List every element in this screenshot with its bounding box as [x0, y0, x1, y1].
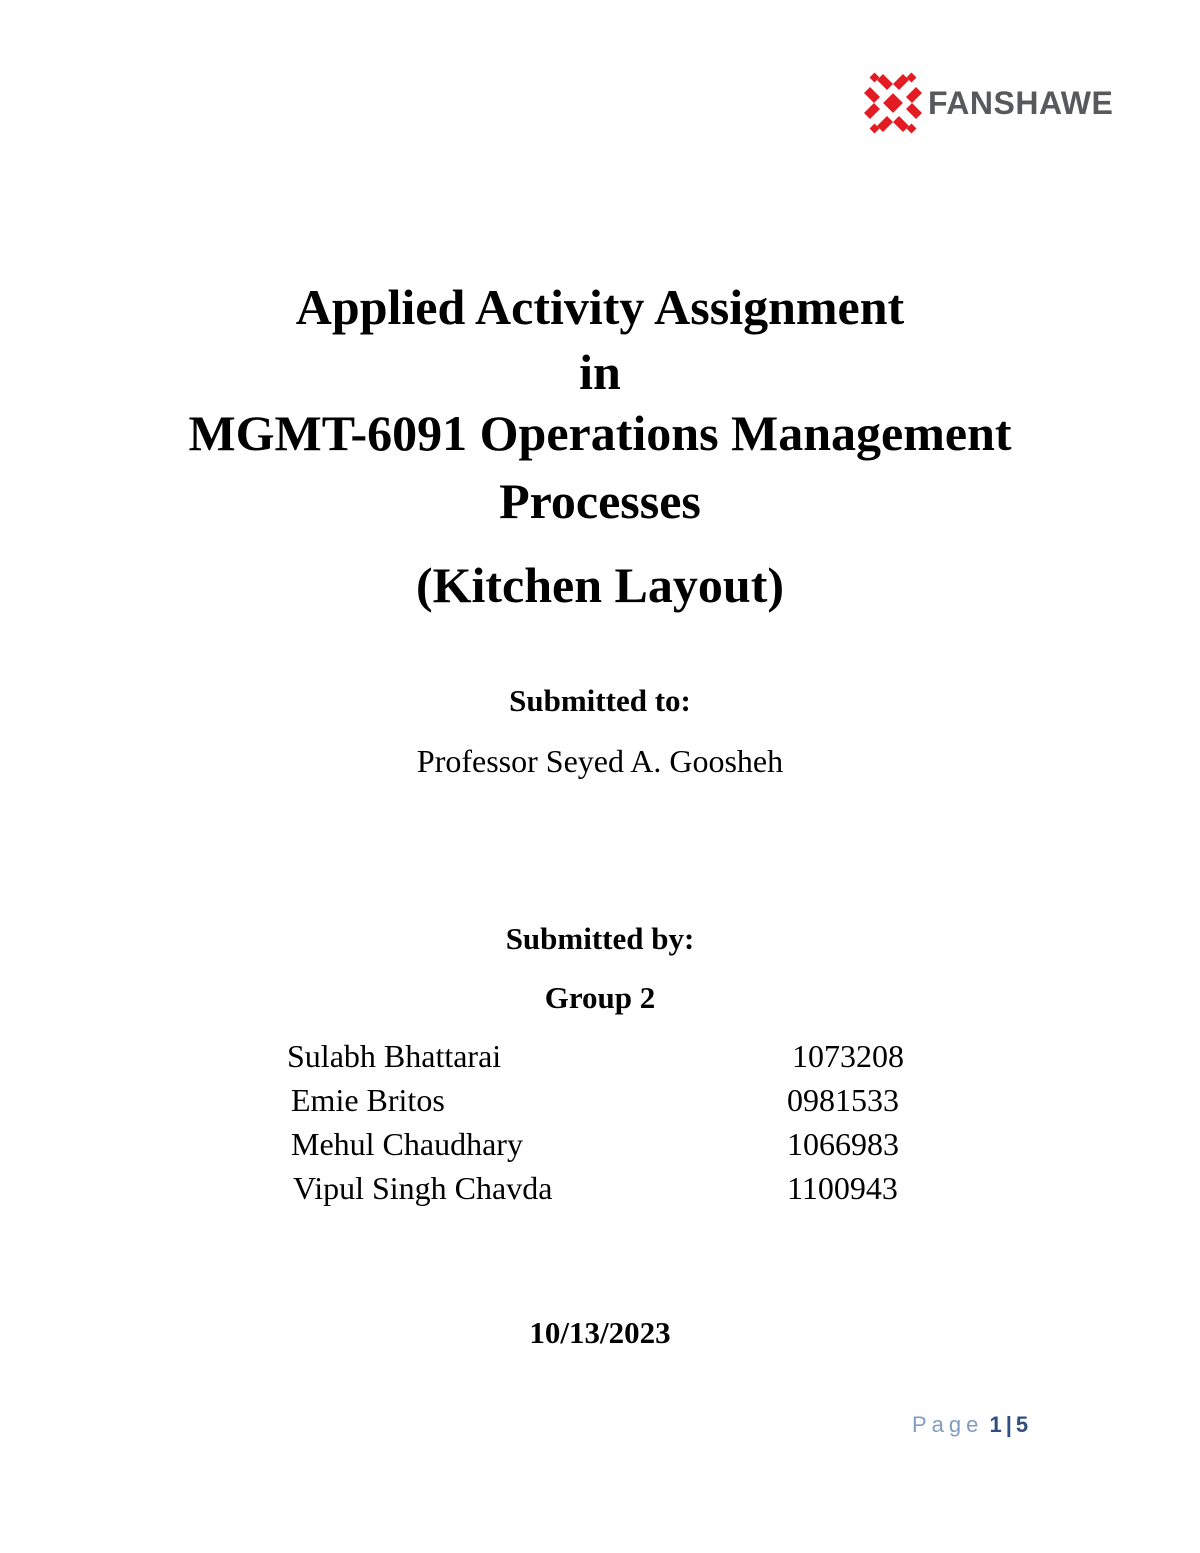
title-line-3: MGMT-6091 Operations Management [188, 405, 1012, 461]
submission-date: 10/13/2023 [529, 1315, 671, 1350]
page-separator: | [1005, 1412, 1012, 1437]
member-name: Sulabh Bhattarai [287, 1038, 502, 1074]
professor-name: Professor Seyed A. Goosheh [416, 743, 784, 779]
member-name: Mehul Chaudhary [291, 1126, 523, 1162]
page-word: Page [912, 1412, 984, 1437]
title-line-2: in [579, 344, 621, 400]
submitted-to-label: Submitted to: [509, 683, 691, 718]
title-line-4: Processes [499, 473, 701, 529]
submitted-by-label: Submitted by: [505, 921, 695, 956]
title-line-1: Applied Activity Assignment [295, 279, 905, 335]
member-id: 0981533 [787, 1082, 899, 1118]
member-name: Vipul Singh Chavda [293, 1170, 553, 1206]
current-page-number: 1 [989, 1412, 1002, 1437]
fanshawe-logo [862, 70, 1113, 136]
fanshawe-logo-text: FANSHAWE [928, 84, 1114, 121]
fanshawe-logo-icon [862, 72, 924, 134]
total-pages-number: 5 [1015, 1412, 1029, 1437]
title-line-5: (Kitchen Layout) [415, 557, 785, 613]
group-label: Group 2 [544, 980, 656, 1015]
page-footer [912, 1410, 1028, 1440]
member-id: 1066983 [787, 1126, 899, 1162]
member-id: 1073208 [792, 1038, 904, 1074]
member-name: Emie Britos [291, 1082, 445, 1118]
member-id: 1100943 [787, 1170, 898, 1206]
